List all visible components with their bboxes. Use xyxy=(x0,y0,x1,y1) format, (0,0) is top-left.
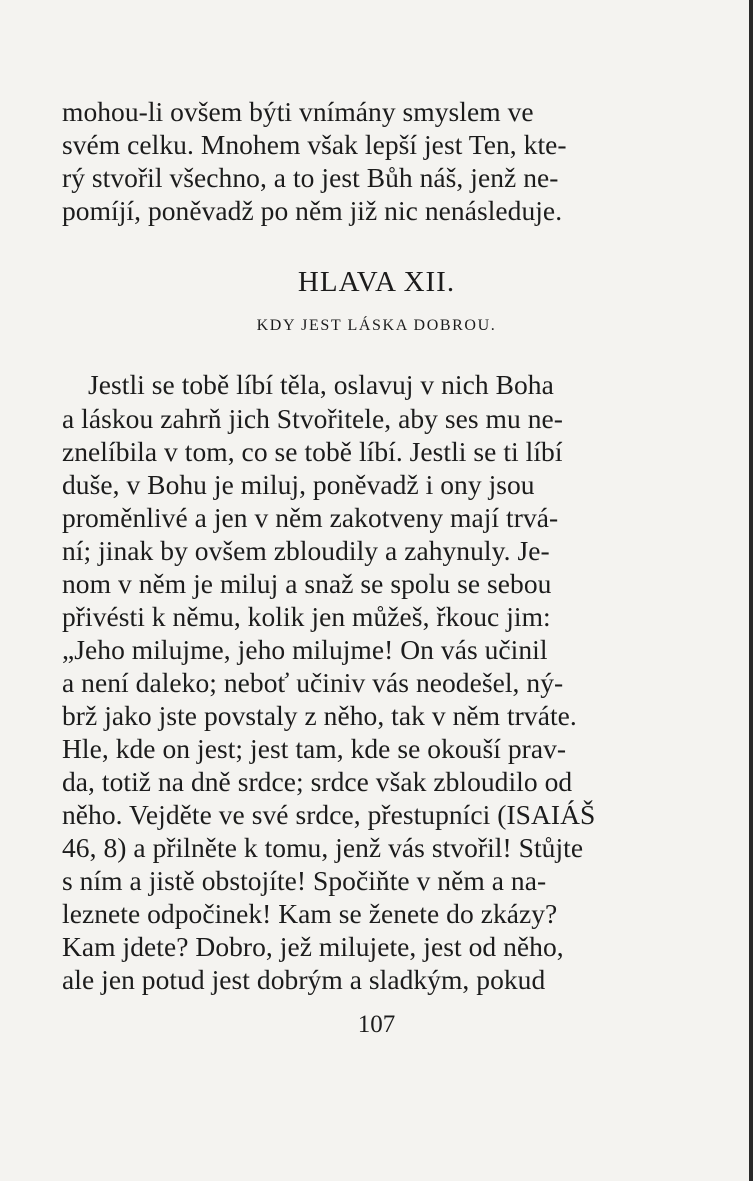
chapter-heading: HLAVA XII. xyxy=(297,266,456,298)
chapter-subheading: KDY JEST LÁSKA DOBROU. xyxy=(256,317,497,334)
text-line: „Jeho milujme, jeho milujme! On vás učinil xyxy=(62,634,548,665)
page-number: 107 xyxy=(357,1011,396,1038)
text-line: duše, v Bohu je miluj, poněvadž i ony jsou xyxy=(62,469,535,500)
text-line: proměnlivé a jen v něm zakotveny mají trvá- xyxy=(62,502,559,533)
text-line: svém celku. Mnohem však lepší jest Ten, kte- xyxy=(62,129,567,160)
text-line: 46, 8) a přilněte k tomu, jenž vás stvořil! Stůjte xyxy=(62,832,584,863)
text-line: pomíjí, poněvadž po něm již nic nenásleduje. xyxy=(62,195,563,226)
text-line: a není daleko; neboť učiniv vás neodešel, ný- xyxy=(62,667,564,698)
text-line: Kam jdete? Dobro, jež milujete, jest od něho, xyxy=(62,931,564,962)
page-edge-shadow xyxy=(749,0,753,1181)
text-line: brž jako jste povstaly z něho, tak v něm trváte. xyxy=(62,700,577,731)
text-line: Jestli se tobě líbí těla, oslavuj v nich Boha xyxy=(88,369,554,400)
text-line: s ním a jistě obstojíte! Spočiňte v něm a na- xyxy=(62,865,547,896)
text-line: ale jen potud jest dobrým a sladkým, pokud xyxy=(62,964,546,995)
text-line: rý stvořil všechno, a to jest Bůh náš, jenž ne- xyxy=(62,162,559,193)
text-line: leznete odpočinek! Kam se ženete do zkázy? xyxy=(62,898,558,929)
text-line: znelíbila v tom, co se tobě líbí. Jestli se ti líbí xyxy=(62,436,563,467)
text-line: něho. Vejděte ve své srdce, přestupníci (ISAIÁŠ xyxy=(62,799,596,830)
text-line: ní; jinak by ovšem zbloudily a zahynuly. Je- xyxy=(62,535,550,566)
text-line: přivésti k němu, kolik jen můžeš, řkouc jim: xyxy=(62,601,551,632)
text-line: nom v něm je miluj a snaž se spolu se sebou xyxy=(62,568,552,599)
text-line: a láskou zahrň jich Stvořitele, aby ses mu ne- xyxy=(62,403,563,434)
text-line: Hle, kde on jest; jest tam, kde se okouší prav- xyxy=(62,733,567,764)
text-line: mohou-li ovšem býti vnímány smyslem ve xyxy=(62,96,534,127)
text-line: da, totiž na dně srdce; srdce však zbloudilo od xyxy=(62,766,573,797)
